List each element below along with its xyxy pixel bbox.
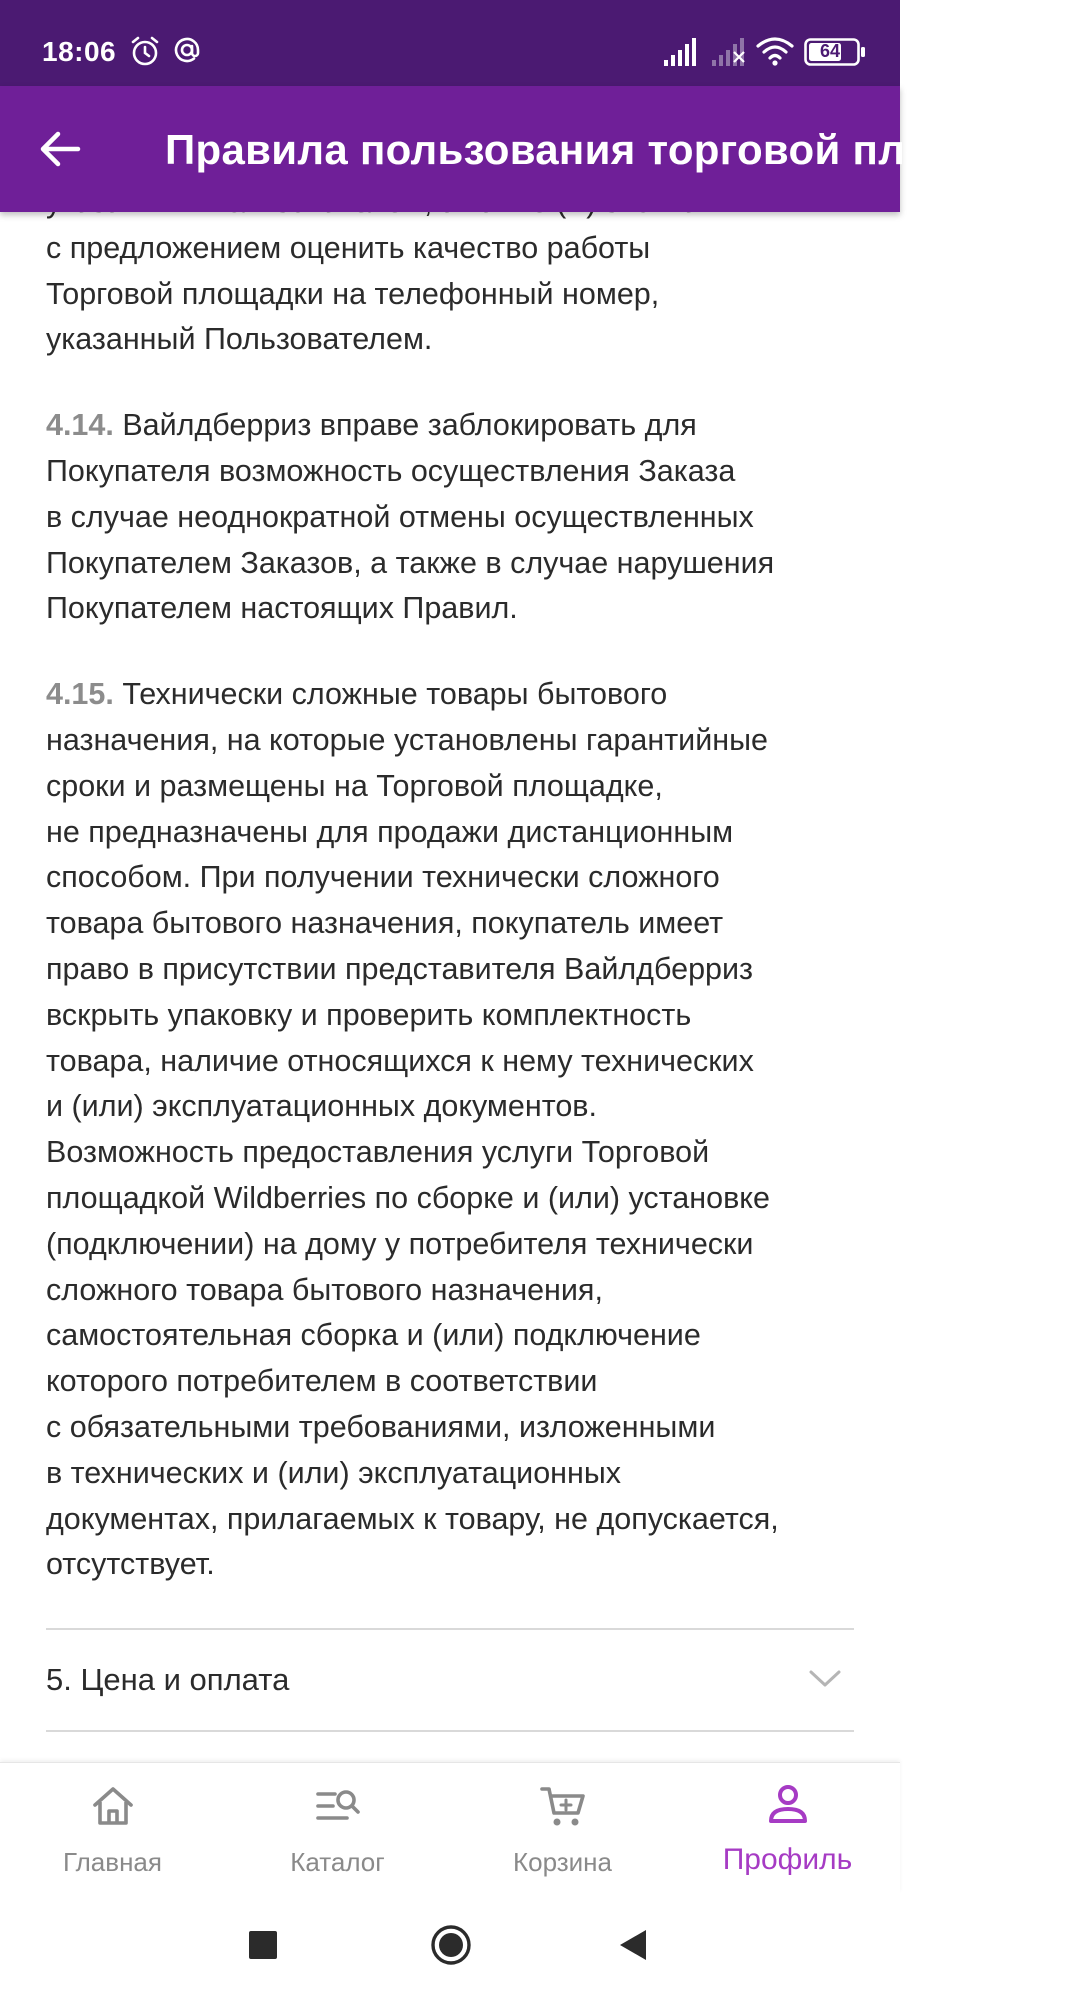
text-line: сроки и размещены на Торговой площадке, xyxy=(46,768,663,803)
text-line: которого потребителем в соответствии xyxy=(46,1364,598,1399)
nav-label-profile: Профиль xyxy=(722,1843,853,1876)
text-line: с предложением оценить качество работы xyxy=(46,230,651,265)
text-line: в случае неоднократной отмены осуществленных xyxy=(46,499,754,534)
text-line: и (или) эксплуатационных документов. xyxy=(46,1089,597,1124)
text-line: Покупателем настоящих Правил. xyxy=(46,591,518,626)
signal-strength-icon xyxy=(664,38,700,66)
text-line: (подключении) на дому у потребителя технически xyxy=(46,1226,754,1261)
clause-first-line: Вайлдберриз вправе заблокировать для xyxy=(122,408,697,443)
section-5-accordion xyxy=(46,1628,854,1732)
clause-4-15 xyxy=(46,672,866,1588)
cart-icon xyxy=(538,1781,588,1831)
text-line: Покупателем Заказов, а также в случае нарушения xyxy=(46,545,775,580)
text-line: товара бытового назначения, покупатель имеет xyxy=(46,906,724,941)
text-line: документах, прилагаемых к товару, не допускается, xyxy=(46,1501,779,1536)
section-5-header[interactable] xyxy=(46,1630,854,1730)
wifi-icon xyxy=(756,36,794,66)
text-line: право в присутствии представителя Вайлдберриз xyxy=(46,951,754,986)
page-title: Правила пользования торговой площадкой xyxy=(165,126,1090,173)
text-line: не предназначены для продажи дистанционным xyxy=(46,814,734,849)
text-line: самостоятельная сборка и (или) подключение xyxy=(46,1318,701,1353)
app-bar xyxy=(0,86,1090,212)
text-line: Покупателя возможность осуществления Заказа xyxy=(46,453,736,488)
text-line: Торговой площадки на телефонный номер, xyxy=(46,276,660,311)
text-line xyxy=(46,672,866,718)
status-time: 18:06 xyxy=(42,36,117,67)
chevron-down-icon xyxy=(808,1668,842,1690)
text-line: отсутствует. xyxy=(46,1547,215,1582)
text-line: вскрыть упаковку и проверить комплектность xyxy=(46,997,692,1032)
text-line: в технических и (или) эксплуатационных xyxy=(46,1455,622,1490)
text-line: способом. При получении технически сложного xyxy=(46,860,720,895)
nav-label-catalog: Каталог xyxy=(290,1847,385,1877)
catalog-search-icon xyxy=(313,1781,363,1831)
nav-item-cart[interactable] xyxy=(450,1763,675,1893)
rules-content[interactable] xyxy=(0,212,900,1762)
text-line: сложного товара бытового назначения, xyxy=(46,1272,603,1307)
text-line: площадкой Wildberries по сборке и (или) установке xyxy=(46,1180,770,1215)
system-navigation-bar xyxy=(0,1892,900,2000)
recent-apps-button[interactable] xyxy=(248,1930,278,1960)
status-bar xyxy=(0,0,900,86)
home-system-button[interactable] xyxy=(430,1924,472,1966)
text-line: назначения, на которые установлены гарантийные xyxy=(46,722,768,757)
arrow-left-icon xyxy=(38,129,82,169)
nav-item-profile[interactable] xyxy=(675,1763,900,1893)
nav-item-home[interactable] xyxy=(0,1763,225,1893)
home-icon xyxy=(88,1781,138,1831)
paragraph-gap xyxy=(46,363,866,403)
alarm-clock-icon xyxy=(128,34,162,68)
divider xyxy=(46,1730,854,1732)
at-sign-icon xyxy=(171,34,203,66)
nav-label-home: Главная xyxy=(63,1847,162,1877)
paragraph-gap xyxy=(46,632,866,672)
bottom-navigation xyxy=(0,1762,900,1893)
text-line: с обязательными требованиями, изложенными xyxy=(46,1409,716,1444)
clause-first-line: Технически сложные товары бытового xyxy=(122,677,668,712)
clause-number: 4.15. xyxy=(46,677,114,712)
back-system-button[interactable] xyxy=(616,1928,650,1962)
section-5-title: 5. Цена и оплата xyxy=(46,1662,290,1697)
text-line: указанный Пользователем. xyxy=(46,322,433,357)
clause-4-14 xyxy=(46,403,866,632)
nav-item-catalog[interactable] xyxy=(225,1763,450,1893)
text-line: товара, наличие относящихся к нему технических xyxy=(46,1043,754,1078)
text-line xyxy=(46,403,866,449)
profile-icon xyxy=(763,1781,813,1831)
nav-label-cart: Корзина xyxy=(512,1847,613,1877)
rules-text xyxy=(46,180,866,1588)
back-button[interactable] xyxy=(30,119,90,179)
signal-weak-icon xyxy=(712,38,748,66)
text-line: Возможность предоставления услуги Торговой xyxy=(46,1135,710,1170)
clause-number: 4.14. xyxy=(46,408,114,443)
battery-level: 64 xyxy=(819,41,841,61)
